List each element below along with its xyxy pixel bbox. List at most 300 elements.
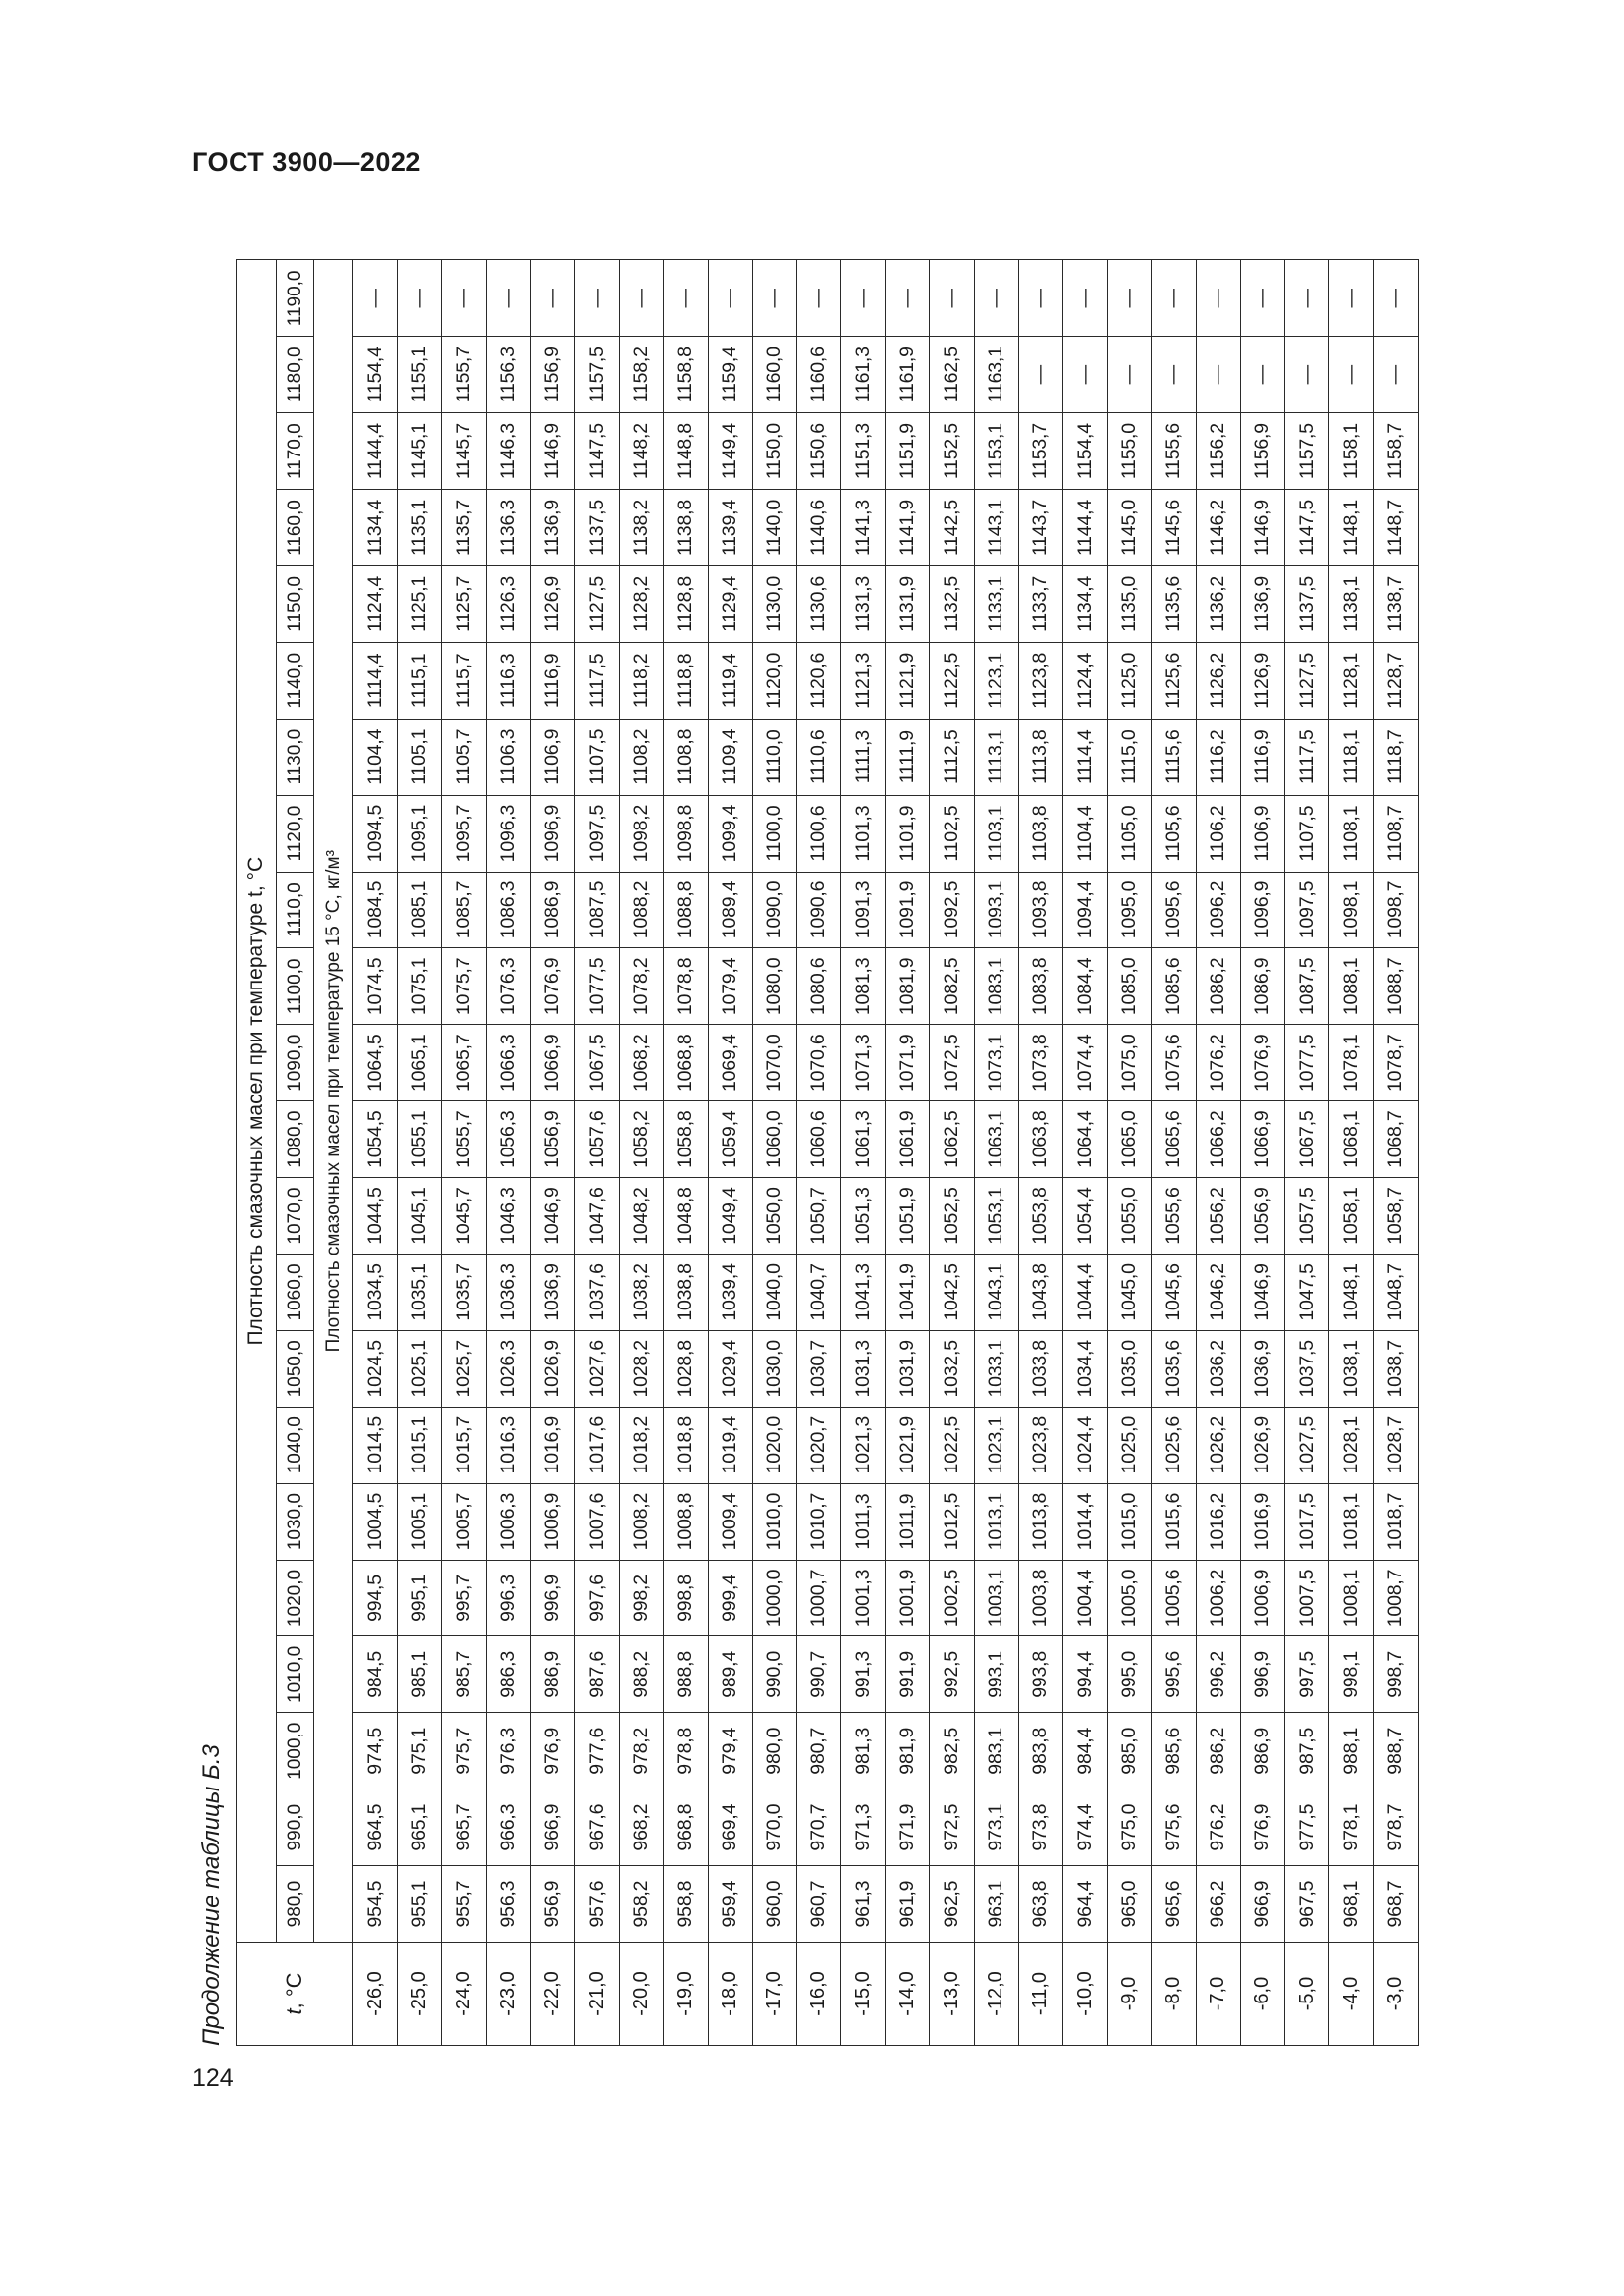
density-cell: 1137,5 bbox=[1284, 565, 1328, 642]
density-cell: 1028,1 bbox=[1329, 1407, 1374, 1483]
density-cell: 1065,0 bbox=[1108, 1101, 1152, 1178]
density-cell: 1115,1 bbox=[398, 642, 442, 719]
density-cell: 1141,3 bbox=[841, 490, 886, 566]
temperature-cell: -25,0 bbox=[398, 1943, 442, 2046]
density-cell: 976,9 bbox=[1240, 1789, 1284, 1866]
density-cell: 1120,0 bbox=[752, 642, 796, 719]
density-cell: 1021,9 bbox=[886, 1407, 930, 1483]
table-row bbox=[930, 260, 974, 2046]
group-header: Плотность смазочных масел при температуре t, °С bbox=[237, 260, 277, 1943]
density-cell: — bbox=[886, 260, 930, 337]
density-cell: — bbox=[1329, 337, 1374, 413]
density-cell: 1046,2 bbox=[1196, 1254, 1240, 1330]
density-cell: 1156,2 bbox=[1196, 413, 1240, 490]
density-cell: 1113,8 bbox=[1018, 719, 1062, 795]
density-cell: 986,2 bbox=[1196, 1713, 1240, 1789]
density-cell: 1078,1 bbox=[1329, 1025, 1374, 1101]
density-cell: 1149,4 bbox=[708, 413, 752, 490]
density-cell: 1081,9 bbox=[886, 948, 930, 1025]
density-cell: 1039,4 bbox=[708, 1254, 752, 1330]
density-cell: 1062,5 bbox=[930, 1101, 974, 1178]
density-cell: 1038,1 bbox=[1329, 1330, 1374, 1407]
temperature-unit: , °С bbox=[282, 1972, 306, 2009]
density-cell: 1056,3 bbox=[486, 1101, 530, 1178]
table-row bbox=[1196, 260, 1240, 2046]
table-row bbox=[1063, 260, 1108, 2046]
density-cell: 1044,5 bbox=[353, 1178, 398, 1255]
density-cell: 1098,2 bbox=[620, 795, 664, 872]
density-cell: 1056,9 bbox=[530, 1101, 574, 1178]
table-row bbox=[398, 260, 442, 2046]
density-cell: 1146,9 bbox=[1240, 490, 1284, 566]
density-cell: — bbox=[1240, 337, 1284, 413]
density-cell: 1036,9 bbox=[1240, 1330, 1284, 1407]
density-cell: 1085,0 bbox=[1108, 948, 1152, 1025]
density-cell: 1019,4 bbox=[708, 1407, 752, 1483]
density-cell: 1075,0 bbox=[1108, 1025, 1152, 1101]
density-cell: 1005,1 bbox=[398, 1483, 442, 1560]
density-cell: 1055,7 bbox=[442, 1101, 486, 1178]
density-cell: 963,1 bbox=[974, 1866, 1018, 1943]
density-cell: 1041,3 bbox=[841, 1254, 886, 1330]
density-cell: 1124,4 bbox=[1063, 642, 1108, 719]
density-cell: 1082,5 bbox=[930, 948, 974, 1025]
temperature-cell: -21,0 bbox=[574, 1943, 619, 2046]
density-cell: 994,4 bbox=[1063, 1636, 1108, 1713]
density-cell: 965,0 bbox=[1108, 1866, 1152, 1943]
density-cell: 1065,1 bbox=[398, 1025, 442, 1101]
density-cell: 1114,4 bbox=[1063, 719, 1108, 795]
density-cell: 1008,1 bbox=[1329, 1560, 1374, 1636]
density-cell: 1154,4 bbox=[353, 337, 398, 413]
density-cell: 1105,6 bbox=[1152, 795, 1196, 872]
density-cell: 1135,6 bbox=[1152, 565, 1196, 642]
density-cell: 1074,4 bbox=[1063, 1025, 1108, 1101]
density-cell: 1148,2 bbox=[620, 413, 664, 490]
density-cell: 1160,0 bbox=[752, 337, 796, 413]
density-cell: 1086,9 bbox=[530, 872, 574, 948]
density-cell: 985,7 bbox=[442, 1636, 486, 1713]
density-cell: 1095,0 bbox=[1108, 872, 1152, 948]
density-cell: 1108,7 bbox=[1374, 795, 1418, 872]
density-cell: 1031,3 bbox=[841, 1330, 886, 1407]
density-cell: 1054,4 bbox=[1063, 1178, 1108, 1255]
density-cell: 1152,5 bbox=[930, 413, 974, 490]
density-cell: 1145,0 bbox=[1108, 490, 1152, 566]
density-cell: 1157,5 bbox=[1284, 413, 1328, 490]
density-cell: 964,5 bbox=[353, 1789, 398, 1866]
density-cell: 988,7 bbox=[1374, 1713, 1418, 1789]
density-cell: 1038,2 bbox=[620, 1254, 664, 1330]
density-cell: 1089,4 bbox=[708, 872, 752, 948]
density-cell: 964,4 bbox=[1063, 1866, 1108, 1943]
density-cell: 1139,4 bbox=[708, 490, 752, 566]
density-cell: 976,9 bbox=[530, 1713, 574, 1789]
density-cell: — bbox=[1196, 260, 1240, 337]
density-cell: 1103,1 bbox=[974, 795, 1018, 872]
density-cell: 986,9 bbox=[1240, 1713, 1284, 1789]
density-cell: 1027,5 bbox=[1284, 1407, 1328, 1483]
density-cell: 966,2 bbox=[1196, 1866, 1240, 1943]
table-row bbox=[620, 260, 664, 2046]
density-cell: 1107,5 bbox=[574, 719, 619, 795]
density-cell: 1050,0 bbox=[752, 1178, 796, 1255]
density-cell: 1020,7 bbox=[796, 1407, 840, 1483]
density-cell: 1061,9 bbox=[886, 1101, 930, 1178]
density-cell: 1022,5 bbox=[930, 1407, 974, 1483]
table-row bbox=[974, 260, 1018, 2046]
density-cell: 1023,8 bbox=[1018, 1407, 1062, 1483]
density-cell: 968,8 bbox=[664, 1789, 708, 1866]
density-cell: 1108,1 bbox=[1329, 795, 1374, 872]
density-cell: 1052,5 bbox=[930, 1178, 974, 1255]
density-cell: 1058,2 bbox=[620, 1101, 664, 1178]
density-cell: 997,5 bbox=[1284, 1636, 1328, 1713]
density-cell: 975,6 bbox=[1152, 1789, 1196, 1866]
density-cell: 1007,6 bbox=[574, 1483, 619, 1560]
density-cell: 1028,2 bbox=[620, 1330, 664, 1407]
density-cell: 1035,6 bbox=[1152, 1330, 1196, 1407]
density-cell: 1073,8 bbox=[1018, 1025, 1062, 1101]
density-column-header: 1020,0 bbox=[277, 1560, 314, 1636]
density-cell: 996,2 bbox=[1196, 1636, 1240, 1713]
density-cell: 1100,6 bbox=[796, 795, 840, 872]
density-cell: 1015,7 bbox=[442, 1407, 486, 1483]
density-cell: 1018,1 bbox=[1329, 1483, 1374, 1560]
density-cell: 986,9 bbox=[530, 1636, 574, 1713]
density-cell: 1161,9 bbox=[886, 337, 930, 413]
density-cell: 957,6 bbox=[574, 1866, 619, 1943]
density-cell: 1161,3 bbox=[841, 337, 886, 413]
density-cell: — bbox=[1284, 260, 1328, 337]
density-cell: 1002,5 bbox=[930, 1560, 974, 1636]
density-cell: 1027,6 bbox=[574, 1330, 619, 1407]
density-cell: 1086,9 bbox=[1240, 948, 1284, 1025]
density-cell: — bbox=[708, 260, 752, 337]
density-cell: 1141,9 bbox=[886, 490, 930, 566]
density-cell: 1066,9 bbox=[1240, 1101, 1284, 1178]
density-cell: 1131,9 bbox=[886, 565, 930, 642]
density-cell: 1046,9 bbox=[530, 1178, 574, 1255]
density-cell: 972,5 bbox=[930, 1789, 974, 1866]
density-cell: 1055,1 bbox=[398, 1101, 442, 1178]
density-cell: — bbox=[796, 260, 840, 337]
density-cell: 1100,0 bbox=[752, 795, 796, 872]
density-cell: 1155,7 bbox=[442, 337, 486, 413]
density-cell: 994,5 bbox=[353, 1560, 398, 1636]
density-cell: 1024,5 bbox=[353, 1330, 398, 1407]
temperature-cell: -17,0 bbox=[752, 1943, 796, 2046]
density-cell: 978,8 bbox=[664, 1713, 708, 1789]
density-cell: 993,1 bbox=[974, 1636, 1018, 1713]
density-cell: 1059,4 bbox=[708, 1101, 752, 1178]
density-cell: 1091,9 bbox=[886, 872, 930, 948]
density-cell: 1088,8 bbox=[664, 872, 708, 948]
density-cell: 975,7 bbox=[442, 1713, 486, 1789]
density-cell: 1156,3 bbox=[486, 337, 530, 413]
density-cell: 1010,0 bbox=[752, 1483, 796, 1560]
temperature-cell: -20,0 bbox=[620, 1943, 664, 2046]
density-cell: — bbox=[1374, 260, 1418, 337]
density-cell: 1124,4 bbox=[353, 565, 398, 642]
density-cell: — bbox=[1063, 260, 1108, 337]
density-cell: 1148,1 bbox=[1329, 490, 1374, 566]
density-cell: 960,0 bbox=[752, 1866, 796, 1943]
density-cell: 1026,2 bbox=[1196, 1407, 1240, 1483]
density-cell: 978,2 bbox=[620, 1713, 664, 1789]
density-cell: 1069,4 bbox=[708, 1025, 752, 1101]
page-number: 124 bbox=[192, 2064, 234, 2092]
density-cell: 1075,6 bbox=[1152, 1025, 1196, 1101]
density-cell: 1146,3 bbox=[486, 413, 530, 490]
density-cell: 985,1 bbox=[398, 1636, 442, 1713]
density-cell: 1042,5 bbox=[930, 1254, 974, 1330]
density-cell: 985,6 bbox=[1152, 1713, 1196, 1789]
density-cell: 1156,9 bbox=[530, 337, 574, 413]
density-cell: 1110,6 bbox=[796, 719, 840, 795]
density-cell: 1125,1 bbox=[398, 565, 442, 642]
density-cell: 984,5 bbox=[353, 1636, 398, 1713]
density-cell: 1117,5 bbox=[1284, 719, 1328, 795]
density-cell: 959,4 bbox=[708, 1866, 752, 1943]
density-cell: 1125,6 bbox=[1152, 642, 1196, 719]
density-cell: 1070,6 bbox=[796, 1025, 840, 1101]
density-cell: 973,8 bbox=[1018, 1789, 1062, 1866]
density-cell: — bbox=[530, 260, 574, 337]
density-cell: 1000,0 bbox=[752, 1560, 796, 1636]
density-cell: 1162,5 bbox=[930, 337, 974, 413]
density-cell: 1016,9 bbox=[1240, 1483, 1284, 1560]
temperature-cell: -8,0 bbox=[1152, 1943, 1196, 2046]
density-cell: 1108,8 bbox=[664, 719, 708, 795]
temperature-cell: -3,0 bbox=[1374, 1943, 1418, 2046]
density-cell: 1008,7 bbox=[1374, 1560, 1418, 1636]
density-cell: 998,2 bbox=[620, 1560, 664, 1636]
density-column-header: 1170,0 bbox=[277, 413, 314, 490]
table-row bbox=[796, 260, 840, 2046]
density-cell: 1007,5 bbox=[1284, 1560, 1328, 1636]
density-cell: 1118,7 bbox=[1374, 719, 1418, 795]
density-cell: 1026,9 bbox=[1240, 1407, 1284, 1483]
rotated-table-area bbox=[189, 228, 1461, 2046]
temperature-cell: -13,0 bbox=[930, 1943, 974, 2046]
density-cell: 1006,3 bbox=[486, 1483, 530, 1560]
density-cell: 1126,9 bbox=[1240, 642, 1284, 719]
density-cell: — bbox=[353, 260, 398, 337]
density-cell: 1024,4 bbox=[1063, 1407, 1108, 1483]
temperature-cell: -5,0 bbox=[1284, 1943, 1328, 2046]
density-cell: 983,1 bbox=[974, 1713, 1018, 1789]
density-column-header: 1090,0 bbox=[277, 1025, 314, 1101]
density-cell: 980,0 bbox=[752, 1713, 796, 1789]
density-column-header: 1160,0 bbox=[277, 490, 314, 566]
density-cell: 1110,0 bbox=[752, 719, 796, 795]
density-cell: 1145,6 bbox=[1152, 490, 1196, 566]
density-cell: 958,2 bbox=[620, 1866, 664, 1943]
density-cell: 1046,3 bbox=[486, 1178, 530, 1255]
density-cell: — bbox=[574, 260, 619, 337]
density-cell: 991,9 bbox=[886, 1636, 930, 1713]
density-cell: 988,1 bbox=[1329, 1713, 1374, 1789]
density-cell: 1116,2 bbox=[1196, 719, 1240, 795]
density-cell: 1056,9 bbox=[1240, 1178, 1284, 1255]
density-column-header: 1180,0 bbox=[277, 337, 314, 413]
density-cell: 967,6 bbox=[574, 1789, 619, 1866]
density-cell: 1156,9 bbox=[1240, 413, 1284, 490]
density-cell: 1003,8 bbox=[1018, 1560, 1062, 1636]
temperature-cell: -6,0 bbox=[1240, 1943, 1284, 2046]
density-cell: 1103,8 bbox=[1018, 795, 1062, 872]
density-cell: 956,9 bbox=[530, 1866, 574, 1943]
density-cell: 970,0 bbox=[752, 1789, 796, 1866]
density-cell: — bbox=[442, 260, 486, 337]
density-cell: 1076,2 bbox=[1196, 1025, 1240, 1101]
density-cell: 1128,1 bbox=[1329, 642, 1374, 719]
density-cell: 1116,9 bbox=[530, 642, 574, 719]
density-cell: 1080,0 bbox=[752, 948, 796, 1025]
density-cell: 1011,9 bbox=[886, 1483, 930, 1560]
density-cell: 1086,2 bbox=[1196, 948, 1240, 1025]
table-row bbox=[1329, 260, 1374, 2046]
density-cell: 1136,2 bbox=[1196, 565, 1240, 642]
density-cell: 995,7 bbox=[442, 1560, 486, 1636]
density-cell: 1078,7 bbox=[1374, 1025, 1418, 1101]
density-cell: 965,1 bbox=[398, 1789, 442, 1866]
density-cell: 1111,9 bbox=[886, 719, 930, 795]
density-cell: 1160,6 bbox=[796, 337, 840, 413]
density-cell: 1058,1 bbox=[1329, 1178, 1374, 1255]
density-cell: 1030,7 bbox=[796, 1330, 840, 1407]
density-cell: 1115,0 bbox=[1108, 719, 1152, 795]
density-cell: 999,4 bbox=[708, 1560, 752, 1636]
density-table bbox=[236, 259, 1419, 2046]
temperature-cell: -26,0 bbox=[353, 1943, 398, 2046]
density-cell: 998,7 bbox=[1374, 1636, 1418, 1713]
density-cell: 1015,6 bbox=[1152, 1483, 1196, 1560]
density-cell: 1093,8 bbox=[1018, 872, 1062, 948]
density-cell: 966,9 bbox=[530, 1789, 574, 1866]
density-cell: 1118,8 bbox=[664, 642, 708, 719]
temperature-cell: -24,0 bbox=[442, 1943, 486, 2046]
density-cell: — bbox=[1284, 337, 1328, 413]
density-cell: 1050,7 bbox=[796, 1178, 840, 1255]
density-cell: 974,4 bbox=[1063, 1789, 1108, 1866]
density-cell: 1121,3 bbox=[841, 642, 886, 719]
density-cell: 956,3 bbox=[486, 1866, 530, 1943]
density-cell: 984,4 bbox=[1063, 1713, 1108, 1789]
density-cell: 1123,1 bbox=[974, 642, 1018, 719]
density-cell: 1033,1 bbox=[974, 1330, 1018, 1407]
density-cell: 981,9 bbox=[886, 1713, 930, 1789]
density-cell: 1045,1 bbox=[398, 1178, 442, 1255]
density-cell: 1053,8 bbox=[1018, 1178, 1062, 1255]
temperature-cell: -19,0 bbox=[664, 1943, 708, 2046]
density-cell: 1004,5 bbox=[353, 1483, 398, 1560]
density-cell: 1109,4 bbox=[708, 719, 752, 795]
density-cell: 1096,2 bbox=[1196, 872, 1240, 948]
density-cell: 1134,4 bbox=[1063, 565, 1108, 642]
density-cell: 1146,2 bbox=[1196, 490, 1240, 566]
density-cell: 1125,7 bbox=[442, 565, 486, 642]
density-cell: 1157,5 bbox=[574, 337, 619, 413]
table-row bbox=[486, 260, 530, 2046]
density-cell: 1113,1 bbox=[974, 719, 1018, 795]
density-cell: — bbox=[752, 260, 796, 337]
density-cell: 1155,1 bbox=[398, 337, 442, 413]
density-cell: 1045,0 bbox=[1108, 1254, 1152, 1330]
density-cell: 1008,8 bbox=[664, 1483, 708, 1560]
density-cell: 1064,5 bbox=[353, 1025, 398, 1101]
temperature-cell: -10,0 bbox=[1063, 1943, 1108, 2046]
density-cell: 1013,1 bbox=[974, 1483, 1018, 1560]
density-cell: 1106,9 bbox=[1240, 795, 1284, 872]
density-cell: 1150,0 bbox=[752, 413, 796, 490]
density-cell: 1025,1 bbox=[398, 1330, 442, 1407]
density-cell: 1084,5 bbox=[353, 872, 398, 948]
density-cell: 1068,1 bbox=[1329, 1101, 1374, 1178]
density-cell: 1070,0 bbox=[752, 1025, 796, 1101]
density-cell: 990,7 bbox=[796, 1636, 840, 1713]
density-cell: 1029,4 bbox=[708, 1330, 752, 1407]
density-cell: 1135,1 bbox=[398, 490, 442, 566]
density-cell: 971,9 bbox=[886, 1789, 930, 1866]
density-cell: 1031,9 bbox=[886, 1330, 930, 1407]
density-cell: 1017,5 bbox=[1284, 1483, 1328, 1560]
density-cell: 1072,5 bbox=[930, 1025, 974, 1101]
density-cell: 1138,1 bbox=[1329, 565, 1374, 642]
density-cell: 975,1 bbox=[398, 1713, 442, 1789]
density-cell: 976,2 bbox=[1196, 1789, 1240, 1866]
density-cell: 961,3 bbox=[841, 1866, 886, 1943]
density-cell: 1108,2 bbox=[620, 719, 664, 795]
density-cell: 965,7 bbox=[442, 1789, 486, 1866]
density-cell: 955,1 bbox=[398, 1866, 442, 1943]
temperature-cell: -22,0 bbox=[530, 1943, 574, 2046]
density-cell: 988,8 bbox=[664, 1636, 708, 1713]
density-cell: 1055,6 bbox=[1152, 1178, 1196, 1255]
temperature-cell: -15,0 bbox=[841, 1943, 886, 2046]
density-cell: 1127,5 bbox=[574, 565, 619, 642]
density-cell: 1155,0 bbox=[1108, 413, 1152, 490]
density-cell: 973,1 bbox=[974, 1789, 1018, 1866]
density-cell: 996,3 bbox=[486, 1560, 530, 1636]
density-cell: 960,7 bbox=[796, 1866, 840, 1943]
density-cell: 1063,8 bbox=[1018, 1101, 1062, 1178]
density-column-header: 1000,0 bbox=[277, 1713, 314, 1789]
density-cell: 1014,5 bbox=[353, 1407, 398, 1483]
density-cell: 1135,7 bbox=[442, 490, 486, 566]
density-cell: 1035,0 bbox=[1108, 1330, 1152, 1407]
density-cell: 1005,6 bbox=[1152, 1560, 1196, 1636]
density-cell: 966,9 bbox=[1240, 1866, 1284, 1943]
density-cell: 1030,0 bbox=[752, 1330, 796, 1407]
density-cell: 969,4 bbox=[708, 1789, 752, 1866]
temperature-column-header bbox=[237, 1943, 353, 2046]
density-cell: 1115,7 bbox=[442, 642, 486, 719]
density-cell: 975,0 bbox=[1108, 1789, 1152, 1866]
density-column-header: 1120,0 bbox=[277, 795, 314, 872]
density-cell: 1005,7 bbox=[442, 1483, 486, 1560]
density-cell: 1115,6 bbox=[1152, 719, 1196, 795]
density-cell: — bbox=[620, 260, 664, 337]
density-cell: 1133,7 bbox=[1018, 565, 1062, 642]
density-cell: — bbox=[974, 260, 1018, 337]
density-cell: 1054,5 bbox=[353, 1101, 398, 1178]
density-cell: 1137,5 bbox=[574, 490, 619, 566]
density-cell: 995,0 bbox=[1108, 1636, 1152, 1713]
density-cell: 1065,6 bbox=[1152, 1101, 1196, 1178]
density-cell: 1071,3 bbox=[841, 1025, 886, 1101]
